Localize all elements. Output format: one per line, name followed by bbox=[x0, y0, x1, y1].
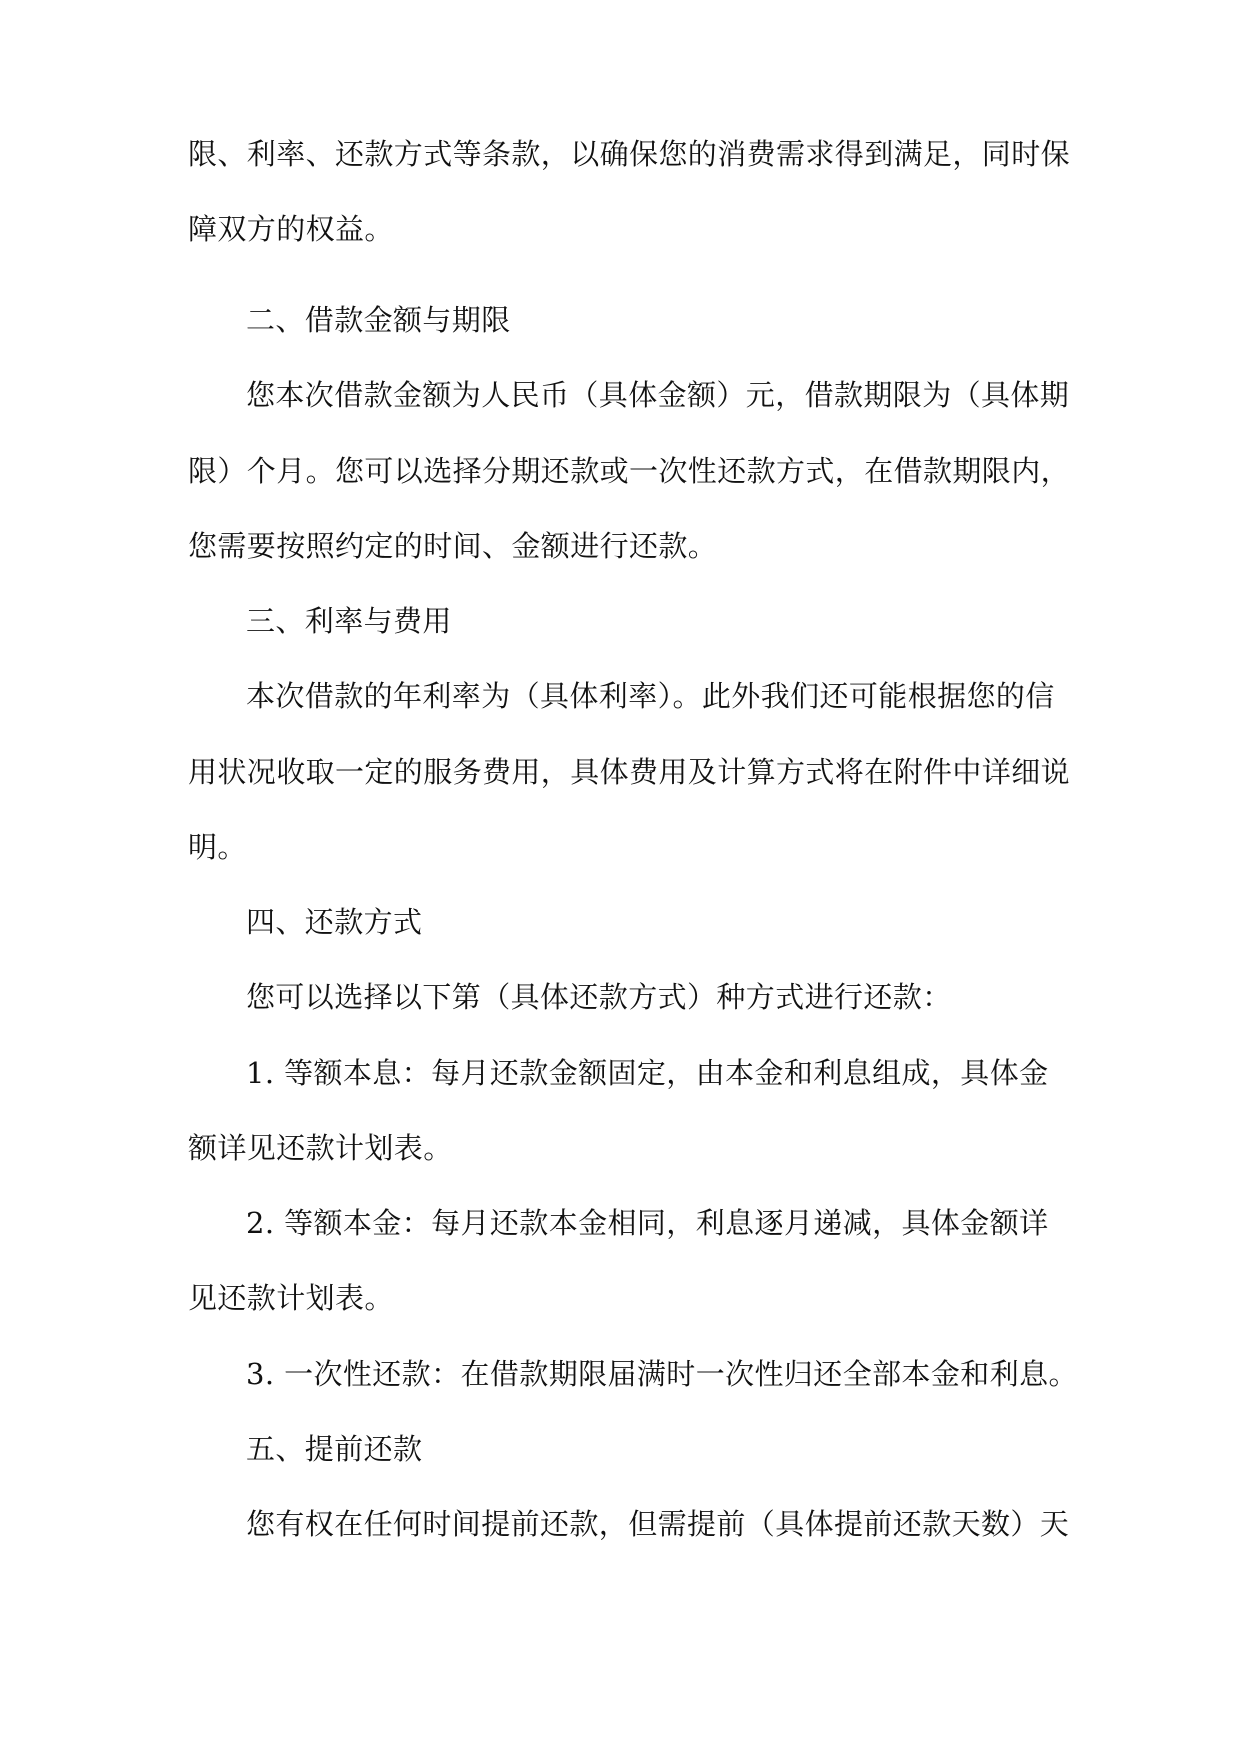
text-line: 见还款计划表。 bbox=[188, 1281, 394, 1315]
section-heading: 四、还款方式 bbox=[246, 905, 423, 939]
text-line: 明。 bbox=[188, 830, 247, 864]
list-item: 2. 等额本金：每月还款本金相同，利息逐月递减，具体金额详 bbox=[246, 1206, 1049, 1240]
text-line: 限）个月。您可以选择分期还款或一次性还款方式，在借款期限内， bbox=[188, 454, 1071, 488]
text-line: 额详见还款计划表。 bbox=[188, 1131, 453, 1165]
text-line: 您需要按照约定的时间、金额进行还款。 bbox=[188, 529, 718, 563]
section-heading: 二、借款金额与期限 bbox=[246, 303, 511, 337]
list-item: 1. 等额本息：每月还款金额固定，由本金和利息组成，具体金 bbox=[246, 1056, 1049, 1090]
text-line: 障双方的权益。 bbox=[188, 212, 394, 246]
text-line: 您有权在任何时间提前还款，但需提前（具体提前还款天数）天 bbox=[246, 1507, 1070, 1541]
text-line: 限、利率、还款方式等条款，以确保您的消费需求得到满足，同时保 bbox=[188, 137, 1071, 171]
text-line: 用状况收取一定的服务费用，具体费用及计算方式将在附件中详细说 bbox=[188, 755, 1071, 789]
section-heading: 五、提前还款 bbox=[246, 1432, 423, 1466]
text-line: 您可以选择以下第（具体还款方式）种方式进行还款： bbox=[246, 980, 952, 1014]
text-line: 您本次借款金额为人民币（具体金额）元，借款期限为（具体期 bbox=[246, 378, 1070, 412]
text-line: 本次借款的年利率为（具体利率）。此外我们还可能根据您的信 bbox=[246, 679, 1055, 713]
section-heading: 三、利率与费用 bbox=[246, 604, 452, 638]
list-item: 3. 一次性还款：在借款期限届满时一次性归还全部本金和利息。 bbox=[246, 1357, 1078, 1391]
